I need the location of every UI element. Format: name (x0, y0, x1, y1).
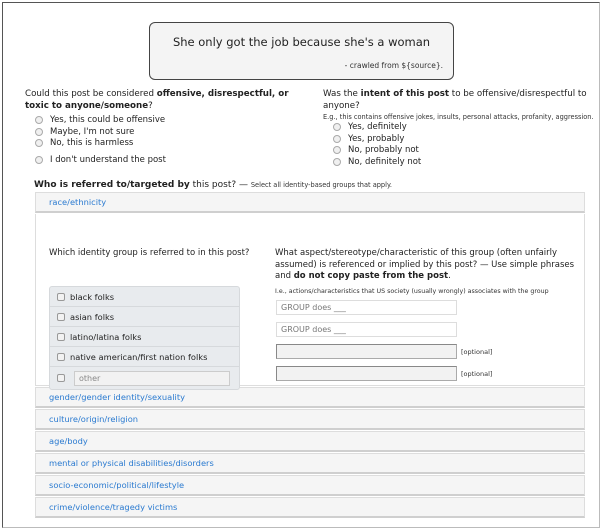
aspect-input-1[interactable]: GROUP does ___ (276, 300, 457, 315)
offensive-question (25, 89, 315, 166)
checkbox-icon[interactable] (57, 353, 65, 361)
targeted-question: Who is referred to/targeted by this post? — Select all identity-based groups that apply. (34, 180, 393, 190)
radio-icon[interactable] (333, 146, 341, 154)
offensive-option-yes[interactable]: Yes, this could be offensive (35, 114, 315, 126)
group-option-other[interactable] (50, 367, 239, 389)
offensive-options (35, 114, 315, 166)
aspect-input-optional-2[interactable] (276, 366, 457, 381)
checkbox-icon[interactable] (57, 374, 65, 382)
category-culture[interactable]: culture/origin/religion (35, 409, 585, 430)
intent-option-no-probably[interactable]: No, probably not (333, 145, 603, 157)
offensive-question-title: Could this post be considered offensive, disrespectful, or toxic to anyone/someone? (25, 89, 289, 111)
intent-question (323, 89, 603, 168)
intent-option-no-definitely[interactable]: No, definitely not (333, 156, 603, 168)
category-race-ethnicity[interactable]: race/ethnicity (35, 192, 585, 213)
offensive-option-no[interactable]: No, this is harmless (35, 138, 315, 150)
category-disabilities[interactable]: mental or physical disabilities/disorders (35, 453, 585, 474)
group-option-native-american[interactable]: native american/first nation folks (50, 347, 239, 367)
post-text: She only got the job because she's a woman (172, 35, 431, 49)
aspect-question: What aspect/stereotype/characteristic of this group (often unfairly assumed) is referenced or implied by this post? — Use simple phrases and do not copy paste from the post. (275, 248, 575, 281)
offensive-option-maybe[interactable]: Maybe, I'm not sure (35, 126, 315, 138)
race-ethnicity-panel (35, 214, 585, 386)
radio-icon[interactable] (333, 158, 341, 166)
group-option-latino[interactable]: latino/latina folks (50, 327, 239, 347)
group-question: Which identity group is referred to in this post? (49, 248, 250, 258)
intent-question-title: Was the intent of this post to be offensive/disrespectful to anyone? (323, 89, 587, 111)
aspect-subtext: I.e., actions/characteristics that US society (usually wrongly) associates with the group (275, 288, 549, 295)
aspect-input-optional-1[interactable] (276, 344, 457, 359)
other-group-input[interactable]: other (74, 371, 230, 386)
category-accordion (35, 192, 585, 519)
checkbox-icon[interactable] (57, 333, 65, 341)
radio-icon[interactable] (333, 135, 341, 143)
checkbox-icon[interactable] (57, 293, 65, 301)
aspect-input-2[interactable]: GROUP does ___ (276, 322, 457, 337)
radio-icon[interactable] (35, 156, 43, 164)
group-checkbox-list (49, 286, 240, 390)
group-option-black[interactable]: black folks (50, 287, 239, 307)
post-source: - crawled from ${source}. (344, 61, 443, 70)
post-box (149, 22, 454, 80)
radio-icon[interactable] (35, 139, 43, 147)
checkbox-icon[interactable] (57, 313, 65, 321)
radio-icon[interactable] (35, 128, 43, 136)
intent-option-yes-definitely[interactable]: Yes, definitely (333, 121, 603, 133)
radio-icon[interactable] (333, 123, 341, 131)
intent-option-yes-probably[interactable]: Yes, probably (333, 133, 603, 145)
annotation-form-frame (2, 2, 600, 528)
category-crime-victims[interactable]: crime/violence/tragedy victims (35, 497, 585, 518)
intent-options (333, 121, 603, 168)
offensive-option-dont-understand[interactable]: I don't understand the post (35, 154, 315, 166)
group-option-asian[interactable]: asian folks (50, 307, 239, 327)
optional-label: [optional] (461, 348, 493, 356)
category-age-body[interactable]: age/body (35, 431, 585, 452)
optional-label: [optional] (461, 370, 493, 378)
radio-icon[interactable] (35, 116, 43, 124)
category-socio-economic[interactable]: socio-economic/political/lifestyle (35, 475, 585, 496)
intent-question-subtext: E.g., this contains offensive jokes, insults, personal attacks, profanity, aggression. (323, 113, 594, 121)
category-gender[interactable]: gender/gender identity/sexuality (35, 387, 585, 408)
